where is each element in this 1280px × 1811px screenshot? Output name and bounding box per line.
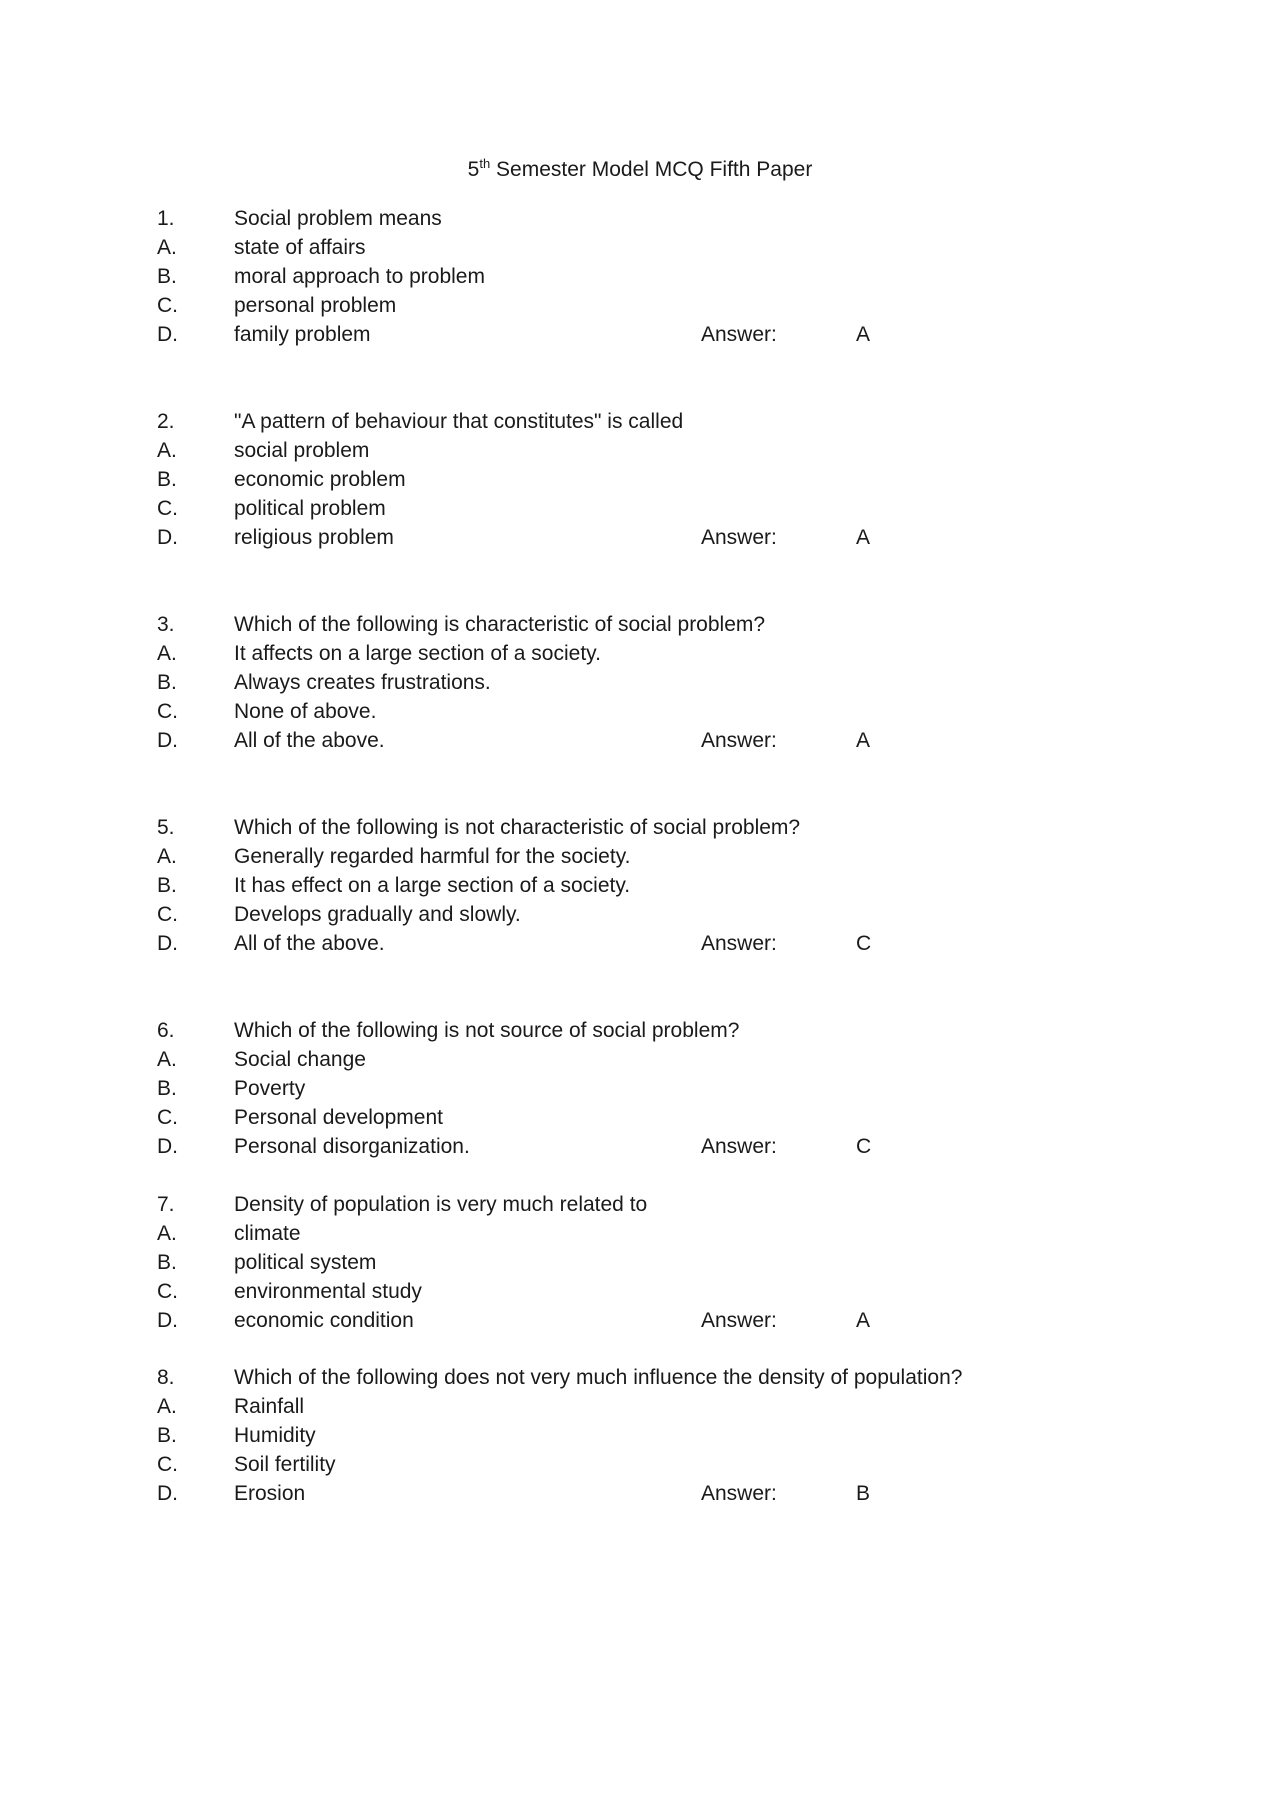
option-row [0, 465, 1280, 494]
option-row [0, 871, 1280, 900]
question-number: 2. [157, 410, 175, 433]
option-row [0, 900, 1280, 929]
option-letter: B. [157, 671, 177, 694]
answer-value: A [856, 323, 871, 346]
question-stem [0, 1016, 1280, 1045]
option-text: political problem [234, 497, 386, 520]
option-text: None of above. [234, 700, 377, 723]
option-text: family problem [234, 323, 371, 346]
option-row [0, 726, 1280, 755]
answer-value: B [856, 1482, 871, 1505]
question-stem [0, 813, 1280, 842]
answer-label: Answer: [701, 1309, 777, 1332]
option-letter: C. [157, 1280, 178, 1303]
option-letter: A. [157, 1048, 177, 1071]
option-row [0, 320, 1280, 349]
question-text: Social problem means [234, 207, 442, 230]
question-text: Density of population is very much related to [234, 1193, 648, 1216]
question-number: 5. [157, 816, 175, 839]
option-letter: B. [157, 265, 177, 288]
question-stem [0, 610, 1280, 639]
option-text: environmental study [234, 1280, 422, 1303]
answer-label: Answer: [701, 729, 777, 752]
question-stem [0, 407, 1280, 436]
option-text: political system [234, 1251, 377, 1274]
answer-label: Answer: [701, 1482, 777, 1505]
option-text: religious problem [234, 526, 394, 549]
option-text: Erosion [234, 1482, 306, 1505]
option-letter: A. [157, 845, 177, 868]
option-text: Poverty [234, 1077, 306, 1100]
option-text: Generally regarded harmful for the society. [234, 845, 631, 868]
option-letter: C. [157, 1106, 178, 1129]
option-letter: B. [157, 1424, 177, 1447]
answer-label: Answer: [701, 526, 777, 549]
option-row [0, 929, 1280, 958]
answer-value: A [856, 526, 871, 549]
question-number: 1. [157, 207, 175, 230]
option-text: Social change [234, 1048, 366, 1071]
option-text: Develops gradually and slowly. [234, 903, 521, 926]
option-letter: B. [157, 1251, 177, 1274]
answer-label: Answer: [701, 932, 777, 955]
page-title [0, 157, 1280, 183]
option-text: economic condition [234, 1309, 414, 1332]
option-row [0, 1392, 1280, 1421]
option-text: moral approach to problem [234, 265, 485, 288]
option-row [0, 1450, 1280, 1479]
option-letter: D. [157, 1309, 178, 1332]
question-number: 6. [157, 1019, 175, 1042]
option-letter: A. [157, 642, 177, 665]
option-text: Personal disorganization. [234, 1135, 470, 1158]
option-row [0, 1219, 1280, 1248]
option-text: All of the above. [234, 729, 385, 752]
option-letter: C. [157, 294, 178, 317]
option-letter: C. [157, 700, 178, 723]
option-letter: A. [157, 439, 177, 462]
option-text: All of the above. [234, 932, 385, 955]
title-prefix: 5 [467, 158, 480, 181]
option-row [0, 1421, 1280, 1450]
option-row [0, 1074, 1280, 1103]
option-letter: D. [157, 1482, 178, 1505]
title-superscript: th [479, 156, 491, 171]
question-stem [0, 1190, 1280, 1219]
answer-value: C [856, 932, 872, 955]
option-text: economic problem [234, 468, 406, 491]
option-text: social problem [234, 439, 370, 462]
option-row [0, 1132, 1280, 1161]
question-number: 3. [157, 613, 175, 636]
option-text: Soil fertility [234, 1453, 336, 1476]
option-row [0, 1045, 1280, 1074]
option-row [0, 523, 1280, 552]
option-letter: C. [157, 903, 178, 926]
option-row [0, 1277, 1280, 1306]
option-row [0, 668, 1280, 697]
question-text: Which of the following is not characteristic of social problem? [234, 816, 801, 839]
option-letter: D. [157, 526, 178, 549]
option-text: personal problem [234, 294, 397, 317]
answer-value: A [856, 729, 871, 752]
option-letter: C. [157, 1453, 178, 1476]
option-letter: B. [157, 1077, 177, 1100]
option-row [0, 436, 1280, 465]
question-text: Which of the following is not source of social problem? [234, 1019, 740, 1042]
question-stem [0, 204, 1280, 233]
answer-label: Answer: [701, 323, 777, 346]
option-letter: A. [157, 1395, 177, 1418]
option-row [0, 1248, 1280, 1277]
question-text: "A pattern of behaviour that constitutes" is called [234, 410, 684, 433]
question-text: Which of the following is characteristic of social problem? [234, 613, 766, 636]
answer-label: Answer: [701, 1135, 777, 1158]
option-row [0, 1103, 1280, 1132]
option-text: climate [234, 1222, 301, 1245]
option-row [0, 262, 1280, 291]
option-row [0, 697, 1280, 726]
option-letter: C. [157, 497, 178, 520]
option-text: Always creates frustrations. [234, 671, 491, 694]
answer-value: A [856, 1309, 871, 1332]
option-row [0, 842, 1280, 871]
option-text: Rainfall [234, 1395, 305, 1418]
option-letter: D. [157, 323, 178, 346]
question-number: 8. [157, 1366, 175, 1389]
option-text: Humidity [234, 1424, 316, 1447]
question-number: 7. [157, 1193, 175, 1216]
option-row [0, 639, 1280, 668]
option-text: state of affairs [234, 236, 366, 259]
option-row [0, 494, 1280, 523]
option-row [0, 291, 1280, 320]
option-letter: D. [157, 1135, 178, 1158]
option-letter: B. [157, 874, 177, 897]
option-letter: A. [157, 1222, 177, 1245]
option-letter: D. [157, 932, 178, 955]
option-letter: A. [157, 236, 177, 259]
option-letter: B. [157, 468, 177, 491]
option-text: Personal development [234, 1106, 443, 1129]
question-text: Which of the following does not very much influence the density of population? [234, 1366, 963, 1389]
option-row [0, 1479, 1280, 1508]
option-text: It affects on a large section of a society. [234, 642, 601, 665]
option-row [0, 1306, 1280, 1335]
answer-value: C [856, 1135, 872, 1158]
option-row [0, 233, 1280, 262]
option-text: It has effect on a large section of a society. [234, 874, 631, 897]
title-rest: Semester Model MCQ Fifth Paper [490, 158, 813, 181]
question-stem [0, 1363, 1280, 1392]
option-letter: D. [157, 729, 178, 752]
